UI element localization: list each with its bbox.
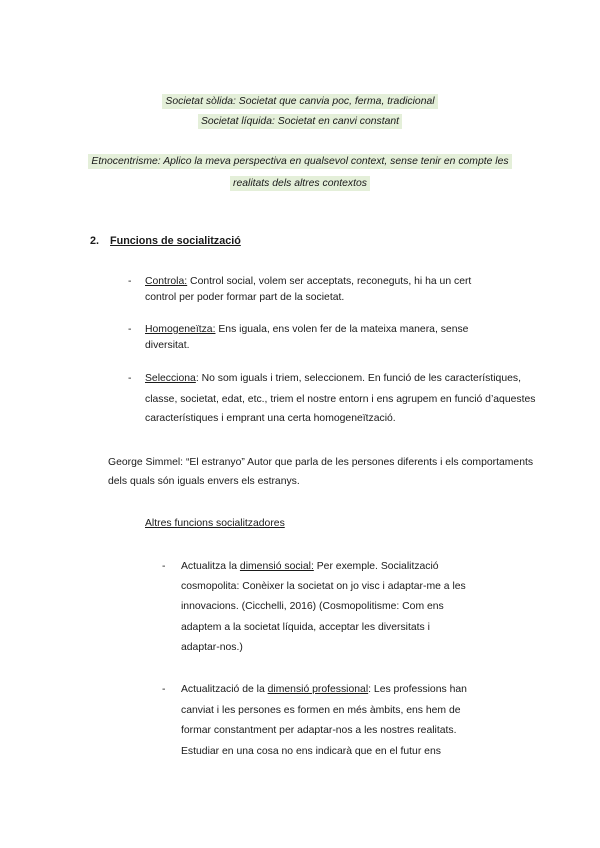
function-term: Selecciona	[145, 373, 196, 384]
definition-liquid	[0, 115, 600, 129]
function-controla-line1	[145, 275, 471, 289]
other-item2-term: dimensió professional	[267, 684, 369, 695]
function-homogeneitza-line1	[145, 323, 468, 337]
definition-etnocentrisme-text2: realitats dels altres contextos	[230, 176, 370, 191]
function-text: : No som iguals i triem, seleccionem. En funció de les característiques,	[195, 373, 521, 384]
definition-liquid-text: Societat líquida: Societat en canvi constant	[198, 114, 402, 129]
definition-etnocentrisme-line1	[0, 155, 600, 169]
other-item1-line1	[181, 560, 439, 574]
function-text: Ens iguala, ens volen fer de la mateixa manera, sense	[215, 324, 469, 335]
section-title: Funcions de socialització	[110, 235, 241, 247]
function-selecciona-line2: classe, societat, edat, etc., triem el nostre entorn i ens agrupem en funció d’aquestes	[145, 394, 536, 405]
other-item2-line3: formar constantment per adaptar-nos a les nostres realitats.	[181, 725, 457, 736]
definition-solid-text: Societat sòlida: Societat que canvia poc, ferma, tradicional	[162, 94, 437, 109]
simmel-line1: George Simmel: “El estranyo” Autor que parla de les persones diferents i els comportaments	[108, 457, 534, 468]
section-number: 2.	[90, 235, 100, 247]
other-item1-term: dimensió social:	[239, 561, 314, 572]
function-homogeneitza-line2: diversitat.	[145, 340, 190, 351]
bullet-dash: -	[128, 276, 132, 287]
definition-solid	[0, 95, 600, 109]
function-selecciona-line1	[145, 372, 521, 386]
other-item1-line2: cosmopolita: Conèixer la societat on jo visc i adaptar-me a les	[181, 581, 466, 592]
function-selecciona-line3: característiques i emprant una certa homogeneïtzació.	[145, 413, 396, 424]
definition-etnocentrisme-line2	[0, 177, 600, 191]
bullet-dash: -	[128, 373, 132, 384]
other-item2-line4: Estudiar en una cosa no ens indicarà que en el futur ens	[181, 746, 441, 757]
bullet-dash: -	[162, 684, 166, 695]
other-item2-rest: : Les professions han	[368, 684, 467, 695]
other-item1-line5: adaptar-nos.)	[181, 642, 243, 653]
other-item1-pre: Actualitza la	[181, 561, 240, 572]
bullet-dash: -	[162, 561, 166, 572]
other-functions-title: Altres funcions socialitzadores	[145, 518, 285, 529]
other-item1-line4: adaptem a la societat líquida, acceptar les diversitats i	[181, 622, 430, 633]
bullet-dash: -	[128, 324, 132, 335]
other-item2-pre: Actualització de la	[181, 684, 268, 695]
function-term: Controla:	[145, 276, 188, 287]
other-item1-line3: innovacions. (Cicchelli, 2016) (Cosmopolitisme: Com ens	[181, 601, 444, 612]
other-item1-rest: Per exemple. Socialització	[313, 561, 439, 572]
function-term: Homogeneïtza:	[145, 324, 216, 335]
section-heading	[90, 234, 241, 248]
other-item2-line1	[181, 683, 467, 697]
simmel-line2: dels quals són iguals envers els estranys.	[108, 476, 300, 487]
definition-etnocentrisme-text1: Etnocentrisme: Aplico la meva perspectiva en qualsevol context, sense tenir en compte les	[88, 154, 511, 169]
other-item2-line2: canviat i les persones es formen en més àmbits, ens hem de	[181, 705, 461, 716]
function-controla-line2: control per poder formar part de la societat.	[145, 292, 345, 303]
function-text: Control social, volem ser acceptats, reconeguts, hi ha un cert	[187, 276, 472, 287]
